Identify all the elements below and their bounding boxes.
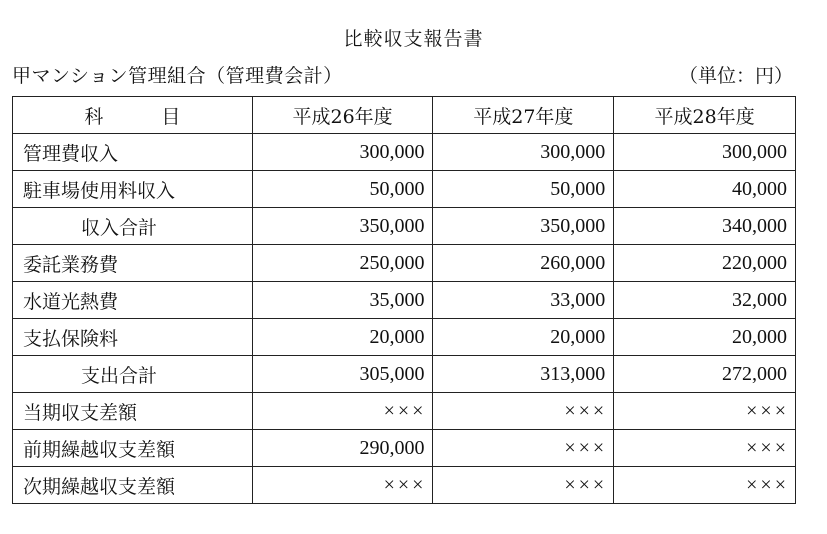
cell-value: 260,000 [433, 245, 614, 282]
table-row-total [13, 356, 796, 393]
header-year-h26: 平成26年度 [252, 97, 433, 134]
document-title: 比較収支報告書 [343, 28, 484, 50]
cell-value: ××× [433, 467, 614, 504]
cell-value: ××× [614, 393, 796, 430]
cell-value: 20,000 [252, 319, 433, 356]
cell-value: 350,000 [252, 208, 433, 245]
header-subject [13, 97, 253, 134]
row-label: 収入合計 [13, 208, 253, 245]
row-label: 支出合計 [13, 356, 253, 393]
cell-value: 20,000 [433, 319, 614, 356]
row-label: 支払保険料 [13, 319, 253, 356]
cell-value: ××× [614, 467, 796, 504]
table-row [13, 467, 796, 504]
cell-value: ××× [614, 430, 796, 467]
organization-label: 甲マンション管理組合（管理費会計） [12, 65, 343, 87]
cell-value: ××× [433, 393, 614, 430]
table-row [13, 245, 796, 282]
cell-value: 50,000 [433, 171, 614, 208]
row-label: 駐車場使用料収入 [13, 171, 253, 208]
header-subject-b: 目 [161, 105, 181, 128]
row-label: 管理費収入 [13, 134, 253, 171]
row-label: 委託業務費 [13, 245, 253, 282]
cell-value: ××× [252, 467, 433, 504]
cell-value: ××× [433, 430, 614, 467]
table-row [13, 134, 796, 171]
table-row [13, 282, 796, 319]
cell-value: 305,000 [252, 356, 433, 393]
cell-value: 290,000 [252, 430, 433, 467]
table-row-total [13, 208, 796, 245]
table-row [13, 393, 796, 430]
cell-value: 250,000 [252, 245, 433, 282]
header-year-h28: 平成28年度 [614, 97, 796, 134]
table-row [13, 319, 796, 356]
cell-value: 20,000 [614, 319, 796, 356]
row-label: 水道光熱費 [13, 282, 253, 319]
cell-value: 313,000 [433, 356, 614, 393]
table-row [13, 430, 796, 467]
row-label: 前期繰越収支差額 [13, 430, 253, 467]
cell-value: 35,000 [252, 282, 433, 319]
header-year-h27: 平成27年度 [433, 97, 614, 134]
unit-label: （単位：円） [678, 65, 793, 87]
cell-value: 272,000 [614, 356, 796, 393]
header-subject-a: 科 [84, 105, 104, 128]
row-label: 次期繰越収支差額 [13, 467, 253, 504]
cell-value: 33,000 [433, 282, 614, 319]
cell-value: 340,000 [614, 208, 796, 245]
table-header-row [13, 97, 796, 134]
cell-value: 350,000 [433, 208, 614, 245]
cell-value: ××× [252, 393, 433, 430]
cell-value: 300,000 [614, 134, 796, 171]
cell-value: 50,000 [252, 171, 433, 208]
cell-value: 300,000 [433, 134, 614, 171]
cell-value: 300,000 [252, 134, 433, 171]
cell-value: 32,000 [614, 282, 796, 319]
comparative-income-statement-table [12, 96, 796, 504]
row-label: 当期収支差額 [13, 393, 253, 430]
table-row [13, 171, 796, 208]
cell-value: 40,000 [614, 171, 796, 208]
cell-value: 220,000 [614, 245, 796, 282]
